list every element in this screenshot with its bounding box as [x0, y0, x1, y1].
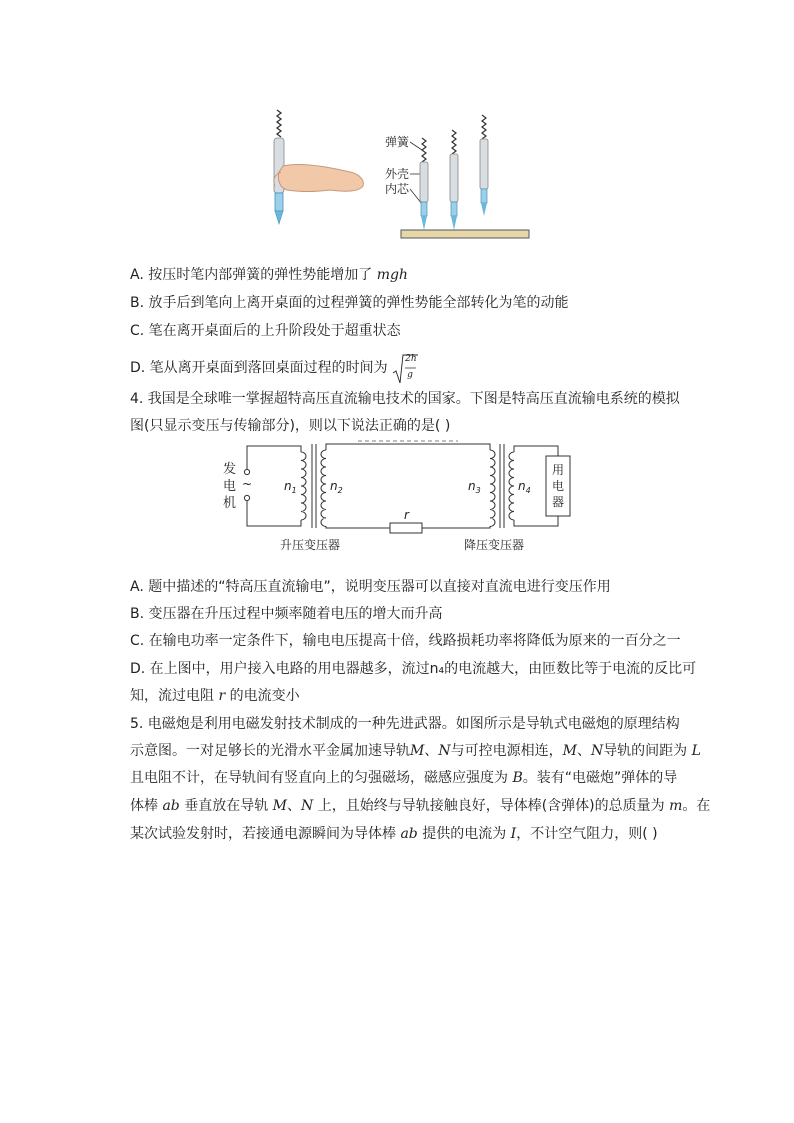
pen-spring-figure	[255, 100, 545, 245]
desk-surface	[401, 230, 529, 238]
q3-option-a: A. 按压时笔内部弹簧的弹性势能增加了 mgh	[130, 267, 408, 283]
n3-label: $n_3$	[468, 479, 481, 495]
generator-terminal-top	[244, 469, 249, 474]
label-spring: 弹簧	[385, 135, 410, 149]
q4-option-d-line-1: D. 在上图中，用户接入电路的用电器越多，流过n₄的电流越大，由匝数比等于电流的反比可	[130, 661, 697, 677]
generator-label-1: 发	[223, 462, 237, 477]
sqrt-formula: 2h g	[392, 353, 418, 383]
q4-option-c: C. 在输电功率一定条件下，输电电压提高十倍，线路损耗功率将降低为原来的一百分之一	[130, 633, 681, 649]
n2-label: $n_2$	[330, 479, 343, 495]
step-down-caption: 降压变压器	[464, 538, 525, 552]
label-core: 内芯	[385, 182, 410, 196]
hand-pen-illustration	[274, 110, 364, 224]
load-label-3: 器	[552, 495, 565, 509]
q5-stem-line-4: 体棒 ab 垂直放在导轨 M、N 上，且始终与导轨接触良好，导体棒(含弹体)的总质量为 m。在	[130, 798, 711, 814]
pen-3-illustration	[480, 115, 488, 216]
label-shell: 外壳	[385, 167, 410, 181]
q3-option-c: C. 笔在离开桌面后的上升阶段处于超重状态	[130, 323, 401, 339]
pen-2-illustration	[450, 130, 458, 230]
generator-terminal-bottom	[244, 495, 249, 500]
transmission-circuit-diagram	[218, 438, 588, 556]
coil-n4	[509, 452, 514, 520]
q4-option-b: B. 变压器在升压过程中频率随着电压的增大而升高	[130, 606, 443, 622]
q4-stem-line-1: 4. 我国是全球唯一掌握超特高压直流输电技术的国家。下图是特高压直流输电系统的模拟	[130, 391, 680, 407]
load-label-1: 用	[552, 463, 565, 477]
coil-n3	[490, 450, 495, 527]
q3-option-b: B. 放手后到笔向上离开桌面的过程弹簧的弹性势能全部转化为笔的动能	[130, 295, 569, 311]
step-up-caption: 升压变压器	[280, 538, 341, 552]
q5-stem-line-3: 且电阻不计，在导轨间有竖直向上的匀强磁场，磁感应强度为 B。装有“电磁炮”弹体的导	[130, 770, 678, 786]
q4-stem-line-2: 图(只显示变压与传输部分)，则以下说法正确的是( )	[130, 418, 451, 434]
generator-label-3: 机	[223, 496, 237, 511]
resistor-r	[390, 523, 422, 533]
q5-stem-line-1: 5. 电磁炮是利用电磁发射技术制成的一种先进武器。如图所示是导轨式电磁炮的原理结构	[130, 716, 680, 732]
n4-label: $n_4$	[518, 479, 531, 495]
q3-option-d: D. 笔从离开桌面到落回桌面过程的时间为 2h g	[130, 353, 418, 383]
generator-label-2: 电	[223, 479, 237, 494]
coil-n1	[301, 452, 306, 520]
resistor-label: r	[404, 508, 409, 522]
q5-stem-line-5: 某次试验发射时，若接通电源瞬间为导体棒 ab 提供的电流为 I，不计空气阻力，则( )	[130, 826, 658, 842]
pen-1-illustration	[420, 138, 428, 230]
q4-option-a: A. 题中描述的“特高压直流输电”，说明变压器可以直接对直流电进行变压作用	[130, 579, 611, 595]
ac-symbol: ~	[242, 477, 253, 491]
q4-option-d-line-2: 知，流过电阻 r 的电流变小	[130, 688, 300, 704]
coil-n2	[321, 450, 326, 527]
load-label-2: 电	[552, 479, 565, 493]
q5-stem-line-2: 示意图。一对足够长的光滑水平金属加速导轨M、N与可控电源相连，M、N导轨的间距为 L	[130, 743, 701, 759]
n1-label: $n_1$	[284, 479, 297, 495]
